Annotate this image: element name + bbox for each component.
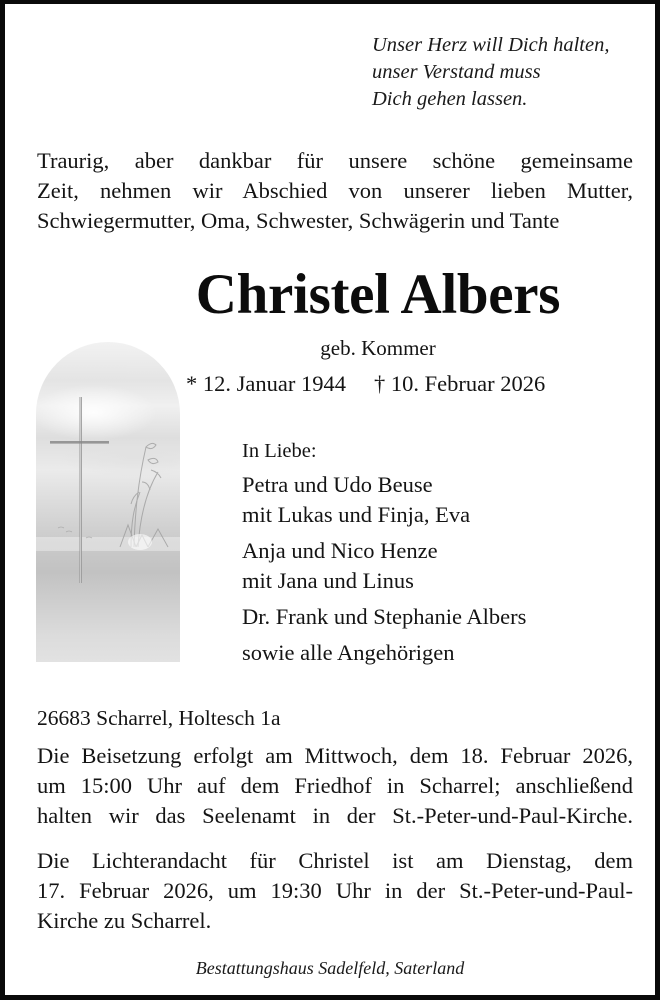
intro-line: Traurig, aber dankbar für unsere schöne gemeinsame (37, 148, 633, 173)
family-group (242, 602, 526, 632)
vigil-line: Die Lichterandacht für Christel ist am Dienstag, dem (37, 848, 633, 873)
life-dates (186, 370, 545, 398)
address: 26683 Scharrel, Holtesch 1a (37, 706, 281, 730)
burial-line: Die Beisetzung erfolgt am Mittwoch, dem 18. Februar 2026, (37, 743, 633, 768)
motto-line: Unser Herz will Dich halten, (372, 34, 610, 56)
family-line: mit Jana und Linus (242, 568, 414, 593)
family-list (242, 470, 526, 674)
intro-line: Zeit, nehmen wir Abschied von unserer lieben Mutter, (37, 178, 633, 203)
vigil-line: Kirche zu Scharrel. (37, 908, 212, 933)
family-line: Petra und Udo Beuse (242, 472, 433, 497)
motto-line: unser Verstand muss (372, 61, 541, 83)
memorial-image (36, 342, 180, 662)
family-line: sowie alle Angehörigen (242, 640, 455, 665)
family-group (242, 638, 526, 668)
family-group (242, 536, 526, 596)
funeral-home: Bestattungshaus Sadelfeld, Saterland (195, 958, 465, 978)
deceased-name: Christel Albers (195, 263, 561, 326)
burial-line: halten wir das Seelenamt in der St.-Peter-und-Paul-Kirche. (37, 803, 633, 828)
intro-text (37, 146, 633, 236)
burial-line: um 15:00 Uhr auf dem Friedhof in Scharrel; anschließend (37, 773, 633, 798)
family-group (242, 470, 526, 530)
family-label: In Liebe: (242, 440, 317, 462)
motto-quote (372, 32, 609, 113)
birth-name: geb. Kommer (320, 336, 436, 360)
motto-line: Dich gehen lassen. (372, 88, 528, 110)
vigil-info (37, 846, 633, 936)
vigil-line: 17. Februar 2026, um 19:30 Uhr in der St.-Peter-und-Paul- (37, 878, 633, 903)
family-line: Anja und Nico Henze (242, 538, 438, 563)
intro-line: Schwiegermutter, Oma, Schwester, Schwägerin und Tante (37, 208, 560, 233)
burial-info (37, 741, 633, 831)
family-line: Dr. Frank und Stephanie Albers (242, 604, 527, 629)
cross-icon (36, 342, 180, 662)
death-date: † 10. Februar 2026 (373, 371, 546, 396)
family-line: mit Lukas und Finja, Eva (242, 502, 471, 527)
birth-date: * 12. Januar 1944 (186, 371, 346, 396)
